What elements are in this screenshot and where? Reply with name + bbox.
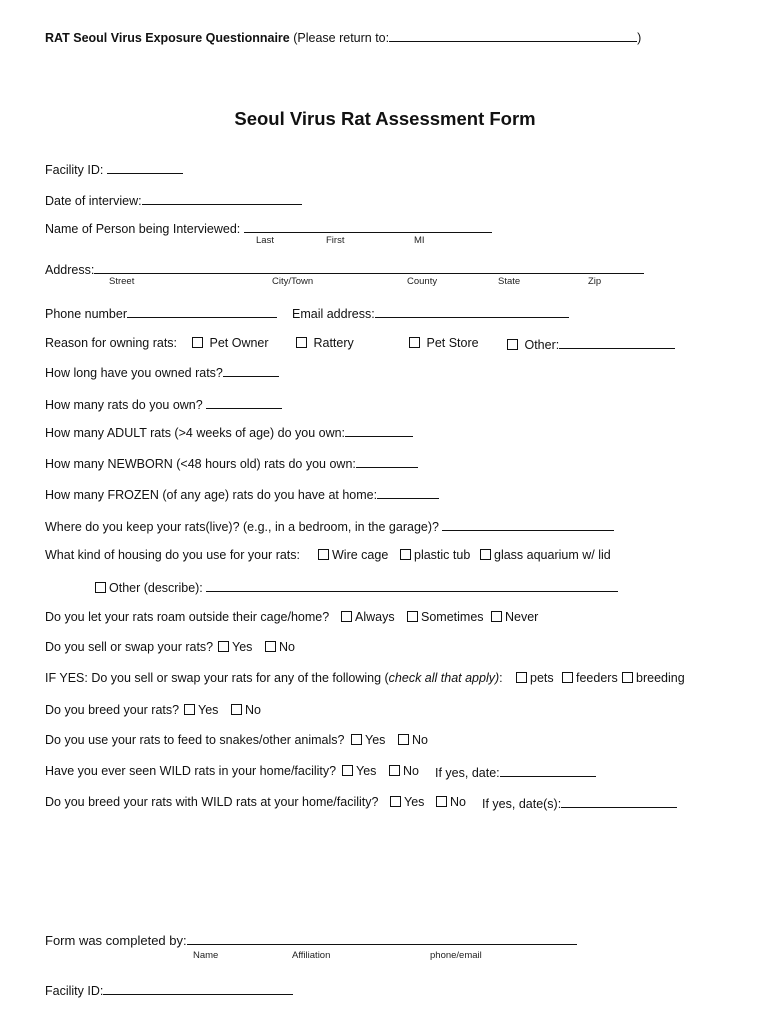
ifyes-pets[interactable]: pets [516,671,554,685]
wild-breed-no[interactable]: No [436,795,466,809]
checkbox[interactable] [436,796,447,807]
q-adult: How many ADULT rats (>4 weeks of age) do you own: [45,424,413,440]
feed-label: Do you use your rats to feed to snakes/other animals? [45,733,345,747]
facility-id-field[interactable] [107,161,183,174]
reason-other-field[interactable] [559,336,675,349]
ifyes-label: IF YES: Do you sell or swap your rats for any of the following (check all that apply): [45,671,503,685]
checkbox[interactable] [400,549,411,560]
sub-last: Last [256,235,274,246]
facility-id-bottom-field[interactable] [103,982,293,995]
checkbox[interactable] [491,611,502,622]
housing-other-field[interactable] [206,579,618,592]
wild-seen-label: Have you ever seen WILD rats in your home/facility? [45,764,337,778]
sell-label: Do you sell or swap your rats? [45,640,214,654]
date-interview-row: Date of interview: [45,192,302,208]
phone-field[interactable] [127,305,277,318]
sub-name: Name [193,950,219,961]
roam-label: Do you let your rats roam outside their cage/home? [45,610,330,624]
feed-no[interactable]: No [398,733,428,747]
address-row: Address: [45,261,644,277]
header-title: RAT Seoul Virus Exposure Questionnaire [45,31,290,45]
wild-breed-date: If yes, date(s): [482,795,677,811]
housing-wire-cage[interactable]: Wire cage [318,548,388,562]
sub-street: Street [109,276,135,287]
reason-other[interactable]: Other: [507,336,675,352]
wild-seen-date-field[interactable] [500,764,596,777]
sub-county: County [407,276,438,287]
q-newborn: How many NEWBORN (<48 hours old) rats do you own: [45,455,418,471]
checkbox[interactable] [516,672,527,683]
name-field[interactable] [244,220,492,233]
checkbox[interactable] [507,339,518,350]
checkbox[interactable] [407,611,418,622]
where-field[interactable] [442,518,614,531]
checkbox[interactable] [265,641,276,652]
ifyes-breeding[interactable]: breeding [622,671,685,685]
phone-row: Phone number [45,305,277,321]
checkbox[interactable] [218,641,229,652]
sell-no[interactable]: No [265,640,295,654]
housing-other[interactable]: Other (describe): [95,579,618,595]
checkbox[interactable] [95,582,106,593]
reason-label: Reason for owning rats: [45,336,178,350]
checkbox[interactable] [184,704,195,715]
roam-never[interactable]: Never [491,610,538,624]
checkbox[interactable] [192,337,203,348]
sub-phone-email: phone/email [430,950,482,961]
facility-id-bottom-row: Facility ID: [45,982,293,998]
feed-yes[interactable]: Yes [351,733,385,747]
housing-glass-aquarium[interactable]: glass aquarium w/ lid [480,548,611,562]
wild-breed-date-field[interactable] [561,795,677,808]
email-field[interactable] [375,305,569,318]
reason-pet-store[interactable]: Pet Store [409,336,479,350]
checkbox[interactable] [409,337,420,348]
roam-always[interactable]: Always [341,610,395,624]
wild-seen-date: If yes, date: [435,764,596,780]
completed-field[interactable] [187,932,577,945]
checkbox[interactable] [390,796,401,807]
wild-seen-no[interactable]: No [389,764,419,778]
housing-plastic-tub[interactable]: plastic tub [400,548,470,562]
sub-state: State [498,276,521,287]
roam-sometimes[interactable]: Sometimes [407,610,484,624]
breed-label: Do you breed your rats? [45,703,180,717]
q-where: Where do you keep your rats(live)? (e.g., in a bedroom, in the garage)? [45,518,614,534]
facility-id-row: Facility ID: [45,161,183,177]
checkbox[interactable] [389,765,400,776]
wild-seen-yes[interactable]: Yes [342,764,376,778]
q-how-long: How long have you owned rats? [45,364,279,380]
return-to-field[interactable] [389,29,637,42]
sub-city: City/Town [272,276,314,287]
completed-row: Form was completed by: [45,932,577,948]
ifyes-feeders[interactable]: feeders [562,671,618,685]
return-text: (Please return to: [293,31,390,45]
housing-label: What kind of housing do you use for your rats: [45,548,300,562]
checkbox[interactable] [480,549,491,560]
name-row: Name of Person being Interviewed: [45,220,492,236]
how-many-field[interactable] [206,396,282,409]
header: RAT Seoul Virus Exposure Questionnaire (Please return to: ) [45,31,642,45]
reason-pet-owner[interactable]: Pet Owner [192,336,269,350]
how-long-field[interactable] [223,364,279,377]
address-field[interactable] [94,261,644,274]
wild-breed-yes[interactable]: Yes [390,795,424,809]
sub-affiliation: Affiliation [292,950,331,961]
checkbox[interactable] [318,549,329,560]
newborn-field[interactable] [356,455,418,468]
checkbox[interactable] [231,704,242,715]
checkbox[interactable] [398,734,409,745]
sub-first: First [326,235,345,246]
checkbox[interactable] [351,734,362,745]
q-frozen: How many FROZEN (of any age) rats do you have at home: [45,486,439,502]
checkbox[interactable] [341,611,352,622]
form-title: Seoul Virus Rat Assessment Form [234,108,536,129]
q-how-many: How many rats do you own? [45,396,282,412]
email-row: Email address: [292,305,569,321]
frozen-field[interactable] [377,486,439,499]
wild-breed-label: Do you breed your rats with WILD rats at your home/facility? [45,795,379,809]
checkbox[interactable] [562,672,573,683]
checkbox[interactable] [622,672,633,683]
reason-rattery[interactable]: Rattery [296,336,354,350]
date-interview-field[interactable] [142,192,302,205]
checkbox[interactable] [296,337,307,348]
adult-field[interactable] [345,424,413,437]
checkbox[interactable] [342,765,353,776]
breed-no[interactable]: No [231,703,261,717]
sub-zip: Zip [588,276,602,287]
sub-mi: MI [414,235,425,246]
sell-yes[interactable]: Yes [218,640,252,654]
breed-yes[interactable]: Yes [184,703,218,717]
